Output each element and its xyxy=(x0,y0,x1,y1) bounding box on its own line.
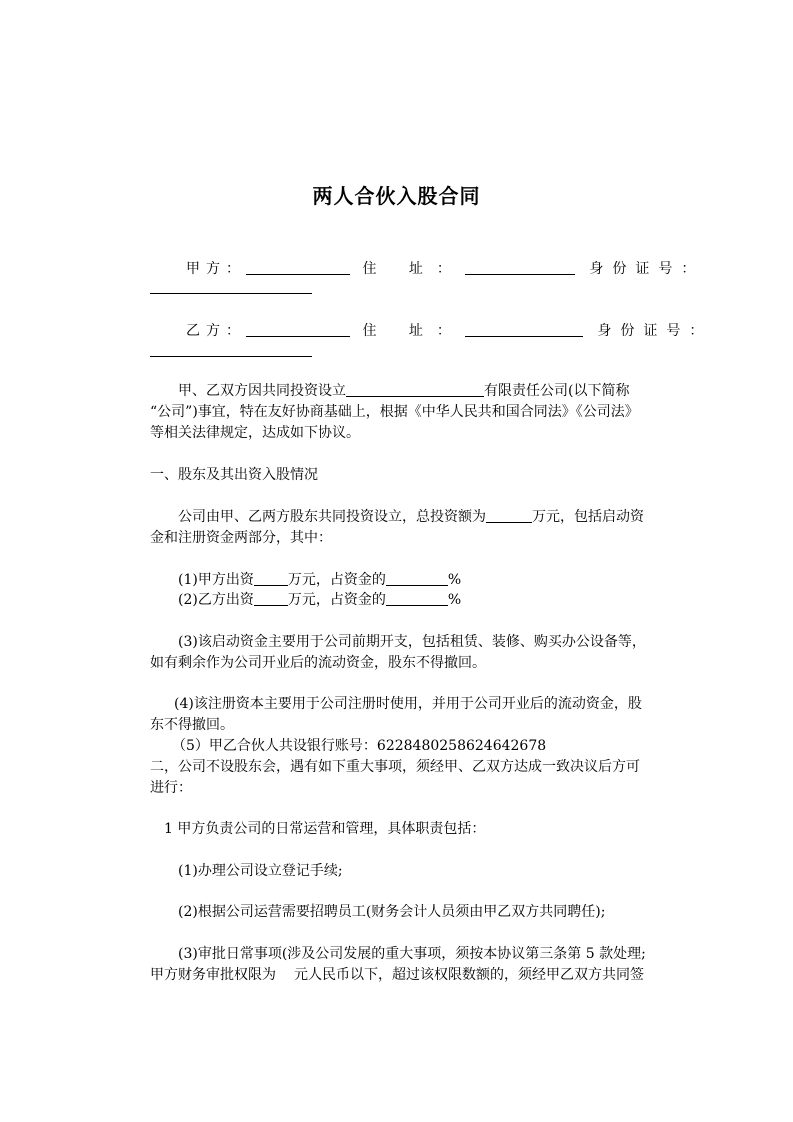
duty-3-text-b: 元人民币以下，超过该权限数额的，须经甲乙双方共同签 xyxy=(294,967,644,983)
share-b-amount-blank[interactable] xyxy=(254,591,288,606)
document-title: 两人合伙入股合同 xyxy=(312,184,481,208)
section-1-heading: 一、股东及其出资入股情况 xyxy=(150,467,318,483)
share-b-text-1: (2)乙方出资 xyxy=(178,592,254,608)
item-4-line-1: (4)该注册资本主要用于公司注册时使用，并用于公司开业后的流动资金，股 xyxy=(174,696,642,712)
party-a-id-blank[interactable] xyxy=(150,292,312,294)
share-b-text-2: 万元，占资金的 xyxy=(287,592,386,608)
intro-text-a: 甲、乙双方因共同投资设立 xyxy=(178,383,346,399)
party-a-address-blank[interactable] xyxy=(465,260,575,275)
company-name-blank[interactable] xyxy=(346,382,484,397)
party-b-id-label: 身份证号： xyxy=(597,323,713,339)
party-b-line xyxy=(186,320,712,340)
intro-text-b: 有限责任公司(以下简称 xyxy=(484,383,630,399)
party-a-id-label: 身份证号： xyxy=(589,261,705,277)
section-2-line-2: 进行： xyxy=(150,780,192,796)
party-b-address-blank[interactable] xyxy=(465,322,583,337)
capital-text-b: 万元，包括启动资 xyxy=(532,509,644,525)
section-2-line-1: 二，公司不设股东会，遇有如下重大事项，须经甲、乙双方达成一致决议后方可 xyxy=(150,759,640,775)
intro-line-3: 等相关法律规定，达成如下协议。 xyxy=(150,425,360,441)
share-a-amount-blank[interactable] xyxy=(254,571,288,586)
share-a-percent-sign: % xyxy=(447,572,462,588)
item-3-line-1: (3)该启动资金主要用于公司前期开支，包括租赁、装修、购买办公设备等， xyxy=(178,634,646,650)
share-b-percent-sign: % xyxy=(447,592,462,608)
party-a-label: 甲方： xyxy=(186,261,246,277)
capital-line-1 xyxy=(178,508,644,526)
share-b-percent-blank[interactable] xyxy=(386,591,448,606)
party-a-address-label: 住 址： xyxy=(362,261,465,277)
duty-3-text-a: 甲方财务审批权限为 xyxy=(150,967,276,983)
duty-2: (2)根据公司运营需要招聘员工(财务会计人员须由甲乙双方共同聘任); xyxy=(178,904,606,920)
duty-heading: 1 甲方负责公司的日常运营和管理，具体职责包括： xyxy=(164,821,486,837)
party-b-label: 乙方： xyxy=(186,323,246,339)
intro-line-2: “公司”)事宜，特在友好协商基础上，根据《中华人民共和国合同法》《公司法》 xyxy=(150,404,639,420)
share-a-text-1: (1)甲方出资 xyxy=(178,572,254,588)
share-b-line xyxy=(178,591,461,609)
share-a-percent-blank[interactable] xyxy=(386,571,448,586)
party-b-name-blank[interactable] xyxy=(246,322,350,337)
item-3-line-2: 如有剩余作为公司开业后的流动资金，股东不得撤回。 xyxy=(150,655,486,671)
duty-1: (1)办理公司设立登记手续; xyxy=(178,863,343,879)
duty-3-line-1: (3)审批日常事项(涉及公司发展的重大事项，须按本协议第三条第 5 款处理; xyxy=(178,946,646,962)
capital-text-a: 公司由甲、乙两方股东共同投资设立，总投资额为 xyxy=(178,509,486,525)
party-b-address-label: 住 址： xyxy=(362,323,465,339)
share-a-line xyxy=(178,571,461,589)
item-4-line-2: 东不得撤回。 xyxy=(150,717,234,733)
duty-3-line-2 xyxy=(150,966,644,984)
intro-line-1 xyxy=(178,382,629,400)
total-investment-blank[interactable] xyxy=(486,508,532,523)
item-5-bank-account: （5）甲乙合伙人共设银行账号：6228480258624642678 xyxy=(172,738,547,754)
party-a-name-blank[interactable] xyxy=(246,260,350,275)
party-a-line xyxy=(186,258,704,278)
party-b-id-blank[interactable] xyxy=(150,355,312,357)
capital-line-2: 金和注册资金两部分，其中： xyxy=(150,530,332,546)
share-a-text-2: 万元，占资金的 xyxy=(287,572,386,588)
